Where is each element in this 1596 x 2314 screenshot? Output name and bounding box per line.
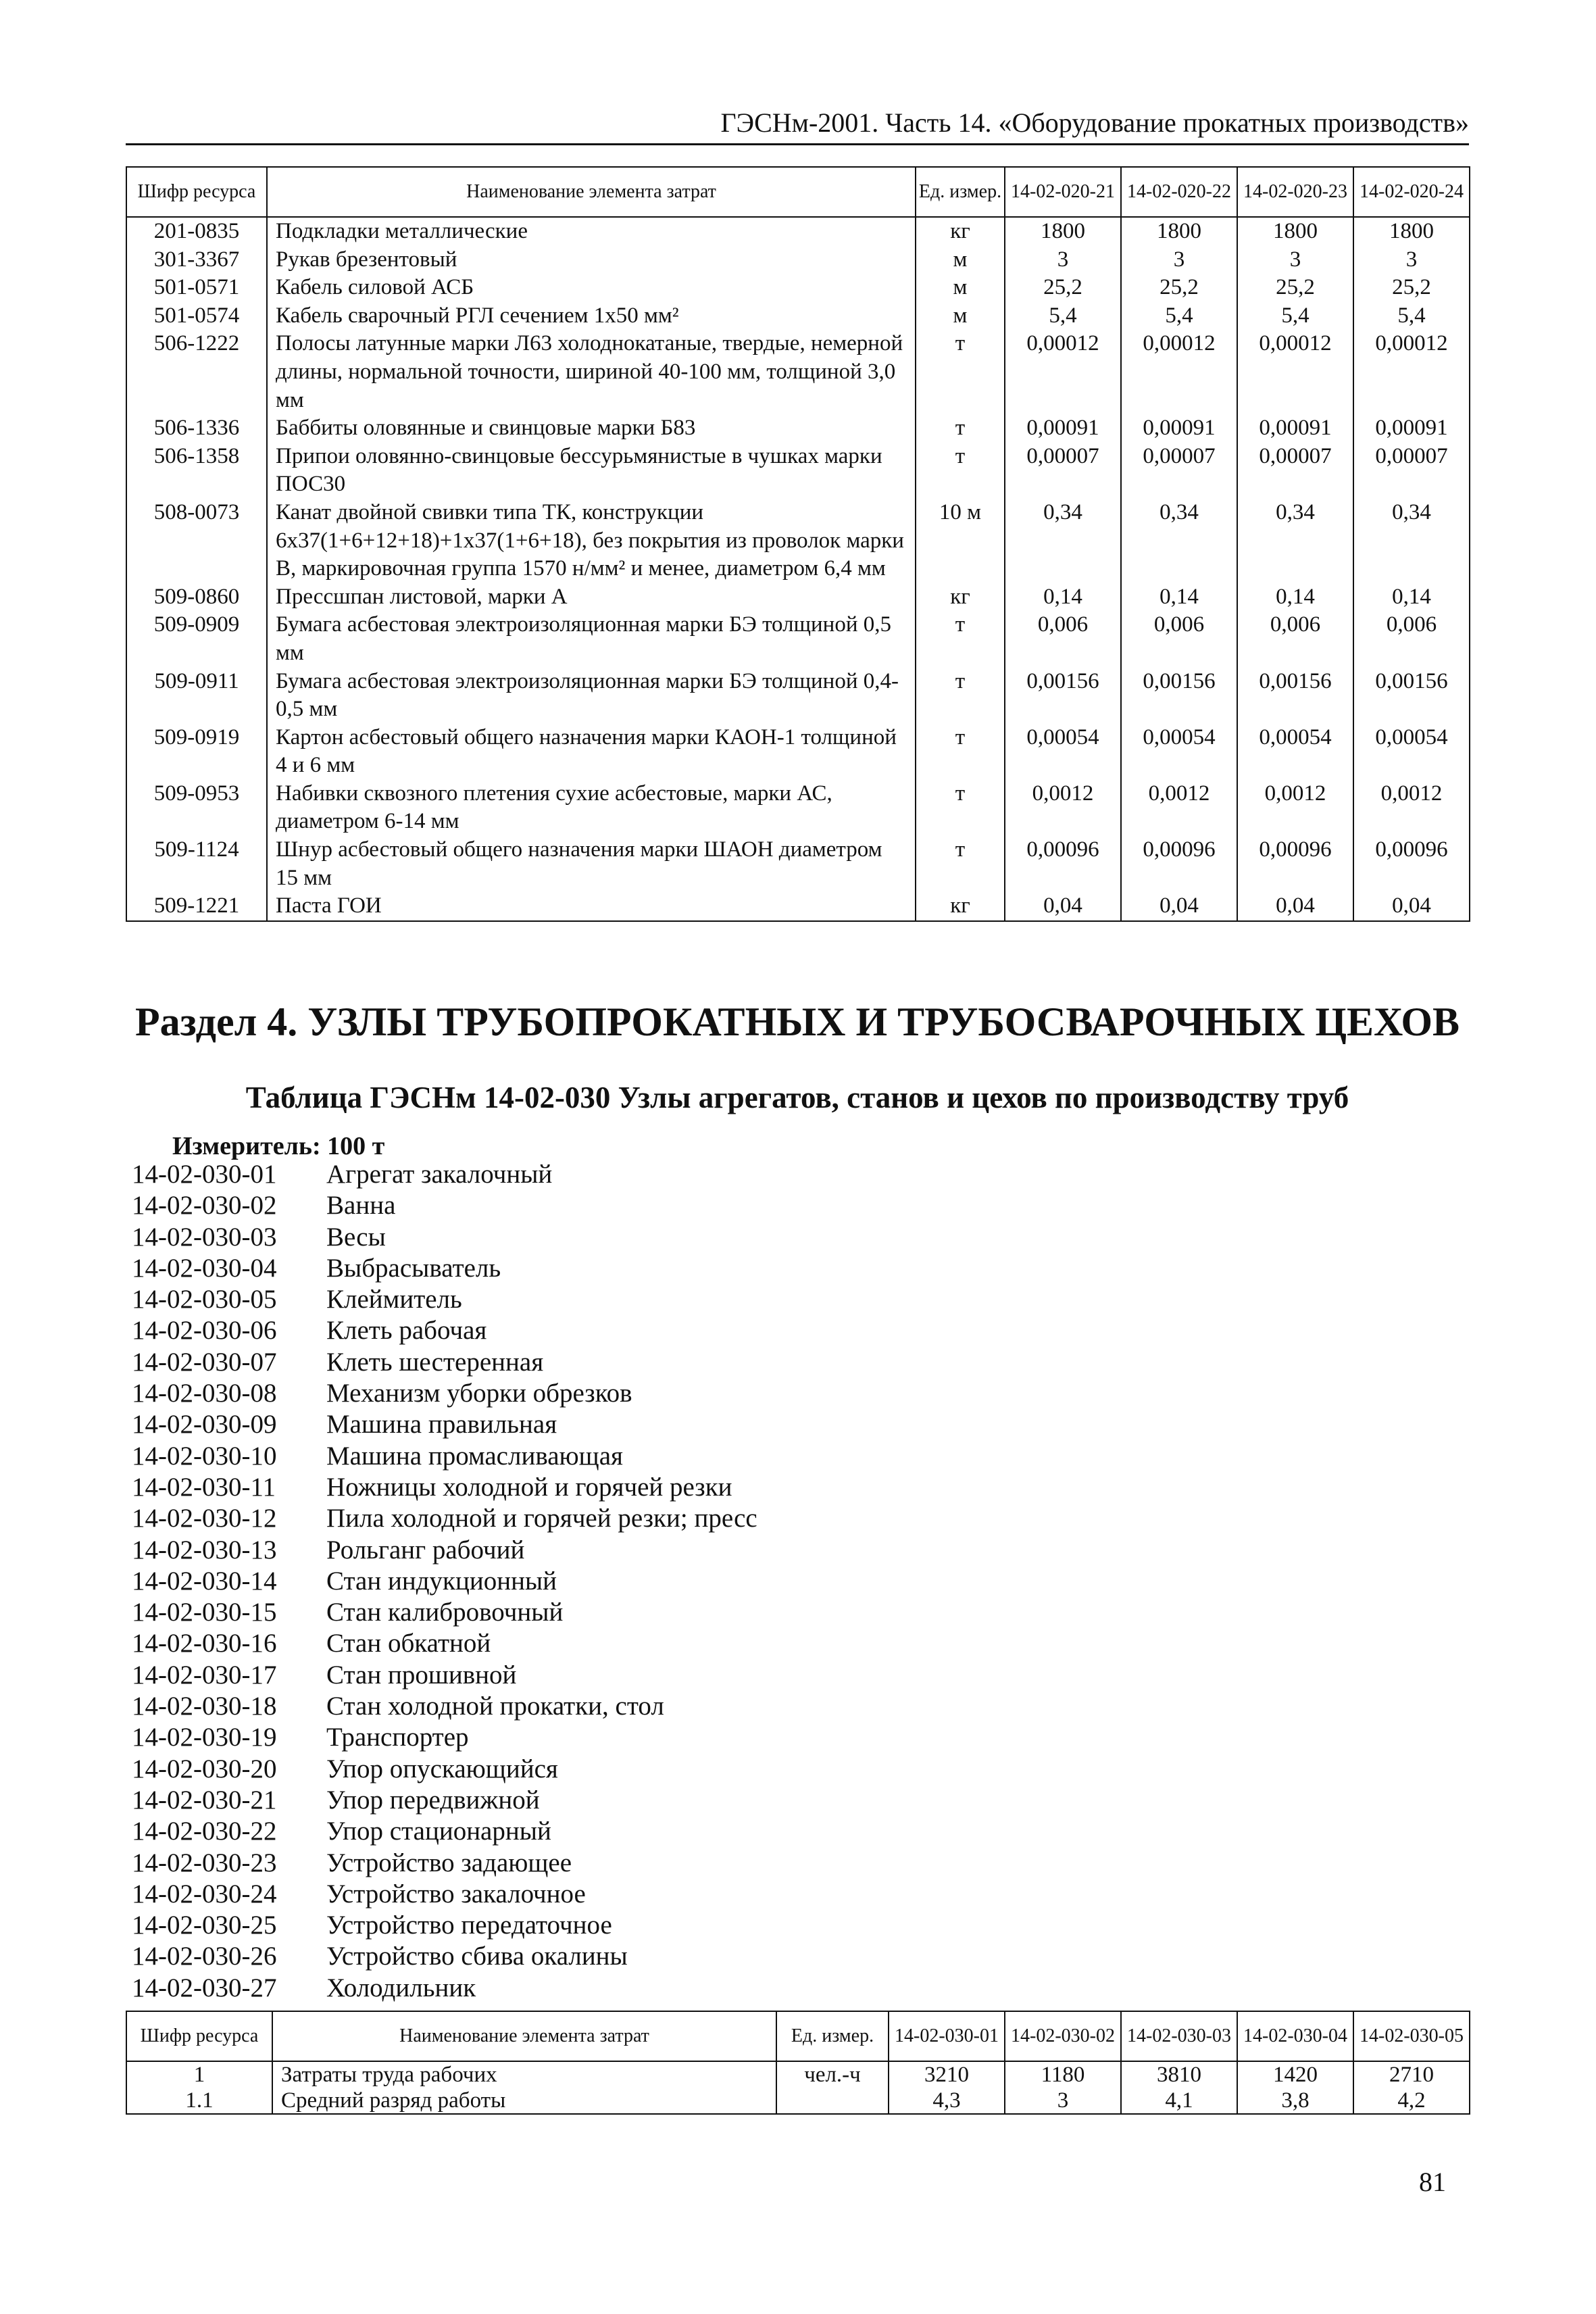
labor-table-030 — [126, 2011, 1470, 2115]
value-v1: 25,2 — [1005, 274, 1121, 302]
value-v2: 0,00091 — [1121, 414, 1237, 443]
table-body — [126, 2061, 1470, 2114]
item-name: Машина правильная — [326, 1410, 557, 1439]
list-item — [132, 1159, 757, 1190]
item-name: Пила холодной и горячей резки; пресс — [326, 1504, 757, 1533]
item-name: Упор передвижной — [326, 1785, 540, 1815]
item-code: 14-02-030-02 — [132, 1191, 277, 1221]
value-v1: 0,00156 — [1005, 668, 1121, 724]
list-item — [132, 1315, 757, 1346]
table-row — [126, 246, 1470, 274]
value-v1: 0,00091 — [1005, 414, 1121, 443]
list-item — [132, 1503, 757, 1534]
value-v5: 2710 — [1353, 2061, 1470, 2088]
cost-element-name: Кабель сварочный РГЛ сечением 1х50 мм² — [267, 302, 916, 330]
value-v1: 5,4 — [1005, 302, 1121, 330]
item-code: 14-02-030-19 — [132, 1723, 277, 1752]
value-v1: 3210 — [889, 2061, 1005, 2088]
value-v3: 0,04 — [1237, 892, 1353, 921]
item-name: Рольганг рабочий — [326, 1535, 525, 1565]
value-v3: 3 — [1237, 246, 1353, 274]
table-header-row — [126, 167, 1470, 217]
value-v2: 0,0012 — [1121, 780, 1237, 836]
list-item — [132, 1597, 757, 1628]
value-v2: 0,006 — [1121, 611, 1237, 667]
cost-element-name: Припои оловянно-свинцовые бессурьмянистые в чушках марки ПОС30 — [267, 443, 916, 499]
item-code: 14-02-030-04 — [132, 1253, 277, 1283]
item-name: Устройство задающее — [326, 1848, 572, 1877]
item-list — [132, 1159, 757, 2004]
value-v3: 0,0012 — [1237, 780, 1353, 836]
list-item — [132, 1973, 757, 2004]
item-code: 14-02-030-22 — [132, 1817, 277, 1846]
table-row — [126, 302, 1470, 330]
item-name: Стан индукционный — [326, 1566, 557, 1596]
list-item — [132, 1879, 757, 1910]
item-code: 14-02-030-13 — [132, 1535, 277, 1565]
cost-element-name: Полосы латунные марки Л63 холоднокатаные, твердые, немерной длины, нормальной точности, шириной 40-100 мм, толщиной 3,0 мм — [267, 330, 916, 414]
header-col-2: 14-02-030-02 — [1005, 2011, 1121, 2061]
header-name: Наименование элемента затрат — [267, 167, 916, 217]
header-col-1: 14-02-030-01 — [889, 2011, 1005, 2061]
item-name: Клеть рабочая — [326, 1316, 487, 1346]
value-v3: 0,00012 — [1237, 330, 1353, 414]
list-item — [132, 1848, 757, 1879]
list-item — [132, 1754, 757, 1785]
value-v3: 0,14 — [1237, 583, 1353, 612]
unit: т — [916, 668, 1005, 724]
item-name: Транспортер — [326, 1723, 469, 1752]
value-v1: 0,00012 — [1005, 330, 1121, 414]
table-row — [126, 414, 1470, 443]
measurement-unit: Измеритель: 100 т — [172, 1132, 385, 1160]
item-name: Клеймитель — [326, 1285, 462, 1314]
value-v1: 0,14 — [1005, 583, 1121, 612]
value-v2: 0,00096 — [1121, 836, 1237, 892]
header-col-2: 14-02-020-22 — [1121, 167, 1237, 217]
value-v3: 0,006 — [1237, 611, 1353, 667]
item-name: Клеть шестеренная — [326, 1347, 544, 1377]
table-row — [126, 780, 1470, 836]
unit: т — [916, 414, 1005, 443]
value-v4: 0,00091 — [1353, 414, 1470, 443]
item-code: 14-02-030-15 — [132, 1598, 277, 1627]
table-row — [126, 668, 1470, 724]
table-row — [126, 217, 1470, 246]
unit: т — [916, 780, 1005, 836]
table-row — [126, 274, 1470, 302]
value-v1: 0,00096 — [1005, 836, 1121, 892]
cost-element-name: Картон асбестовый общего назначения марки КАОН-1 толщиной 4 и 6 мм — [267, 724, 916, 780]
value-v1: 0,34 — [1005, 499, 1121, 583]
table-row — [126, 611, 1470, 667]
value-v4: 0,00012 — [1353, 330, 1470, 414]
table-row — [126, 892, 1470, 921]
unit — [776, 2088, 889, 2114]
value-v4: 1420 — [1237, 2061, 1353, 2088]
table-row — [126, 724, 1470, 780]
item-name: Машина промасливающая — [326, 1441, 623, 1471]
list-item — [132, 1816, 757, 1847]
cost-element-name: Баббиты оловянные и свинцовые марки Б83 — [267, 414, 916, 443]
resource-code: 509-1221 — [126, 892, 267, 921]
item-code: 14-02-030-17 — [132, 1660, 277, 1690]
value-v4: 0,00054 — [1353, 724, 1470, 780]
value-v3: 25,2 — [1237, 274, 1353, 302]
value-v2: 0,04 — [1121, 892, 1237, 921]
value-v2: 0,00007 — [1121, 443, 1237, 499]
cost-element-name: Рукав брезентовый — [267, 246, 916, 274]
value-v1: 0,0012 — [1005, 780, 1121, 836]
item-name: Упор стационарный — [326, 1817, 551, 1846]
value-v3: 3810 — [1121, 2061, 1237, 2088]
cost-element-name: Паста ГОИ — [267, 892, 916, 921]
value-v4: 1800 — [1353, 217, 1470, 246]
unit: кг — [916, 217, 1005, 246]
header-col-4: 14-02-030-04 — [1237, 2011, 1353, 2061]
value-v5: 4,2 — [1353, 2088, 1470, 2114]
list-item — [132, 1441, 757, 1472]
item-name: Ножницы холодной и горячей резки — [326, 1472, 732, 1502]
unit: 10 м — [916, 499, 1005, 583]
table-row — [126, 443, 1470, 499]
value-v1: 0,006 — [1005, 611, 1121, 667]
item-name: Стан калибровочный — [326, 1598, 564, 1627]
unit: чел.-ч — [776, 2061, 889, 2088]
value-v4: 3 — [1353, 246, 1470, 274]
value-v4: 0,34 — [1353, 499, 1470, 583]
value-v3: 1800 — [1237, 217, 1353, 246]
value-v4: 3,8 — [1237, 2088, 1353, 2114]
value-v1: 3 — [1005, 246, 1121, 274]
value-v1: 0,04 — [1005, 892, 1121, 921]
unit: т — [916, 443, 1005, 499]
resource-code: 1.1 — [126, 2088, 272, 2114]
list-item — [132, 1628, 757, 1659]
value-v1: 0,00007 — [1005, 443, 1121, 499]
item-code: 14-02-030-07 — [132, 1347, 277, 1377]
item-code: 14-02-030-27 — [132, 1973, 277, 2002]
resource-code: 301-3367 — [126, 246, 267, 274]
value-v2: 0,00012 — [1121, 330, 1237, 414]
list-item — [132, 1347, 757, 1378]
value-v3: 0,00156 — [1237, 668, 1353, 724]
value-v4: 0,14 — [1353, 583, 1470, 612]
item-name: Устройство сбива окалины — [326, 1942, 628, 1971]
resource-code: 509-0953 — [126, 780, 267, 836]
item-code: 14-02-030-01 — [132, 1160, 277, 1189]
item-code: 14-02-030-20 — [132, 1754, 277, 1783]
item-code: 14-02-030-12 — [132, 1504, 277, 1533]
value-v4: 0,006 — [1353, 611, 1470, 667]
resources-table-020 — [126, 166, 1470, 922]
value-v1: 4,3 — [889, 2088, 1005, 2114]
item-name: Холодильник — [326, 1973, 476, 2002]
value-v4: 0,0012 — [1353, 780, 1470, 836]
section-title: Раздел 4. УЗЛЫ ТРУБОПРОКАТНЫХ И ТРУБОСВАРОЧНЫХ ЦЕХОВ — [134, 1000, 1460, 1044]
item-name: Устройство закалочное — [326, 1879, 586, 1909]
item-code: 14-02-030-24 — [132, 1879, 277, 1909]
table-title: Таблица ГЭСНм 14-02-030 Узлы агрегатов, станов и цехов по производству труб — [245, 1081, 1349, 1114]
cost-element-name: Подкладки металлические — [267, 217, 916, 246]
list-item — [132, 1472, 757, 1503]
item-name: Стан холодной прокатки, стол — [326, 1692, 664, 1721]
resource-code: 509-0911 — [126, 668, 267, 724]
item-code: 14-02-030-25 — [132, 1911, 277, 1940]
item-name: Ванна — [326, 1191, 396, 1221]
value-v2: 5,4 — [1121, 302, 1237, 330]
list-item — [132, 1535, 757, 1566]
value-v4: 0,00096 — [1353, 836, 1470, 892]
item-code: 14-02-030-18 — [132, 1692, 277, 1721]
header-code: Шифр ресурса — [126, 167, 267, 217]
resource-code: 506-1336 — [126, 414, 267, 443]
value-v4: 25,2 — [1353, 274, 1470, 302]
resource-code: 201-0835 — [126, 217, 267, 246]
value-v4: 0,04 — [1353, 892, 1470, 921]
item-name: Весы — [326, 1222, 386, 1252]
header-rule — [126, 143, 1469, 145]
value-v4: 0,00007 — [1353, 443, 1470, 499]
list-item — [132, 1722, 757, 1753]
cost-element-name: Средний разряд работы — [272, 2088, 776, 2114]
resource-code: 501-0574 — [126, 302, 267, 330]
resource-code: 509-1124 — [126, 836, 267, 892]
item-code: 14-02-030-26 — [132, 1942, 277, 1971]
header-col-3: 14-02-030-03 — [1121, 2011, 1237, 2061]
item-code: 14-02-030-16 — [132, 1629, 277, 1658]
unit: т — [916, 330, 1005, 414]
table-row — [126, 583, 1470, 612]
unit: кг — [916, 892, 1005, 921]
table-header-row — [126, 2011, 1470, 2061]
value-v2: 0,14 — [1121, 583, 1237, 612]
table-row — [126, 330, 1470, 414]
value-v2: 25,2 — [1121, 274, 1237, 302]
resource-code: 506-1358 — [126, 443, 267, 499]
list-item — [132, 1941, 757, 1972]
value-v3: 0,34 — [1237, 499, 1353, 583]
list-item — [132, 1910, 757, 1941]
unit: м — [916, 246, 1005, 274]
table-row — [126, 2088, 1470, 2114]
cost-element-name: Прессшпан листовой, марки А — [267, 583, 916, 612]
list-item — [132, 1785, 757, 1816]
header-name: Наименование элемента затрат — [272, 2011, 776, 2061]
cost-element-name: Бумага асбестовая электроизоляционная марки БЭ толщиной 0,4-0,5 мм — [267, 668, 916, 724]
item-code: 14-02-030-03 — [132, 1222, 277, 1252]
item-name: Агрегат закалочный — [326, 1160, 553, 1189]
item-code: 14-02-030-10 — [132, 1441, 277, 1471]
table-row — [126, 2061, 1470, 2088]
item-code: 14-02-030-14 — [132, 1566, 277, 1596]
resource-code: 501-0571 — [126, 274, 267, 302]
resource-code: 509-0909 — [126, 611, 267, 667]
value-v3: 0,00096 — [1237, 836, 1353, 892]
running-header: ГЭСНм-2001. Часть 14. «Оборудование прокатных производств» — [720, 107, 1469, 138]
resource-code: 1 — [126, 2061, 272, 2088]
resource-code: 506-1222 — [126, 330, 267, 414]
list-item — [132, 1378, 757, 1409]
header-code: Шифр ресурса — [126, 2011, 272, 2061]
header-col-5: 14-02-030-05 — [1353, 2011, 1470, 2061]
item-name: Механизм уборки обрезков — [326, 1379, 632, 1408]
list-item — [132, 1691, 757, 1722]
value-v2: 1800 — [1121, 217, 1237, 246]
header-col-4: 14-02-020-24 — [1353, 167, 1470, 217]
list-item — [132, 1253, 757, 1284]
header-col-1: 14-02-020-21 — [1005, 167, 1121, 217]
item-name: Стан обкатной — [326, 1629, 491, 1658]
unit: м — [916, 274, 1005, 302]
list-item — [132, 1660, 757, 1691]
value-v1: 1800 — [1005, 217, 1121, 246]
cost-element-name: Бумага асбестовая электроизоляционная марки БЭ толщиной 0,5 мм — [267, 611, 916, 667]
cost-element-name: Шнур асбестовый общего назначения марки ШАОН диаметром 15 мм — [267, 836, 916, 892]
unit: т — [916, 611, 1005, 667]
table-body — [126, 217, 1470, 921]
value-v2: 0,34 — [1121, 499, 1237, 583]
cost-element-name: Набивки сквозного плетения сухие асбестовые, марки АС, диаметром 6-14 мм — [267, 780, 916, 836]
unit: т — [916, 724, 1005, 780]
value-v3: 0,00091 — [1237, 414, 1353, 443]
value-v4: 0,00156 — [1353, 668, 1470, 724]
list-item — [132, 1566, 757, 1597]
list-item — [132, 1190, 757, 1221]
item-name: Упор опускающийся — [326, 1754, 558, 1783]
item-code: 14-02-030-21 — [132, 1785, 277, 1815]
item-code: 14-02-030-23 — [132, 1848, 277, 1877]
table-row — [126, 836, 1470, 892]
cost-element-name: Затраты труда рабочих — [272, 2061, 776, 2088]
value-v3: 5,4 — [1237, 302, 1353, 330]
table-row — [126, 499, 1470, 583]
value-v2: 0,00156 — [1121, 668, 1237, 724]
resource-code: 509-0919 — [126, 724, 267, 780]
item-name: Устройство передаточное — [326, 1911, 612, 1940]
header-unit: Ед. измер. — [916, 167, 1005, 217]
header-col-3: 14-02-020-23 — [1237, 167, 1353, 217]
page-number: 81 — [1419, 2167, 1446, 2197]
resource-code: 509-0860 — [126, 583, 267, 612]
unit: м — [916, 302, 1005, 330]
unit: т — [916, 836, 1005, 892]
item-code: 14-02-030-11 — [132, 1472, 276, 1502]
value-v2: 0,00054 — [1121, 724, 1237, 780]
value-v4: 5,4 — [1353, 302, 1470, 330]
unit: кг — [916, 583, 1005, 612]
value-v2: 3 — [1121, 246, 1237, 274]
value-v3: 0,00054 — [1237, 724, 1353, 780]
value-v3: 4,1 — [1121, 2088, 1237, 2114]
item-name: Выбрасыватель — [326, 1253, 501, 1283]
item-code: 14-02-030-05 — [132, 1285, 277, 1314]
value-v1: 0,00054 — [1005, 724, 1121, 780]
item-code: 14-02-030-09 — [132, 1410, 277, 1439]
value-v2: 3 — [1005, 2088, 1121, 2114]
list-item — [132, 1284, 757, 1315]
cost-element-name: Канат двойной свивки типа ТК, конструкции 6х37(1+6+12+18)+1х37(1+6+18), без покрытия из проволок марки В, маркировочная группа 1570 н/мм² и менее, диаметром 6,4 мм — [267, 499, 916, 583]
header-unit: Ед. измер. — [776, 2011, 889, 2061]
resource-code: 508-0073 — [126, 499, 267, 583]
cost-element-name: Кабель силовой АСБ — [267, 274, 916, 302]
item-code: 14-02-030-08 — [132, 1379, 277, 1408]
value-v3: 0,00007 — [1237, 443, 1353, 499]
list-item — [132, 1409, 757, 1440]
item-code: 14-02-030-06 — [132, 1316, 277, 1346]
value-v2: 1180 — [1005, 2061, 1121, 2088]
list-item — [132, 1222, 757, 1253]
item-name: Стан прошивной — [326, 1660, 517, 1690]
